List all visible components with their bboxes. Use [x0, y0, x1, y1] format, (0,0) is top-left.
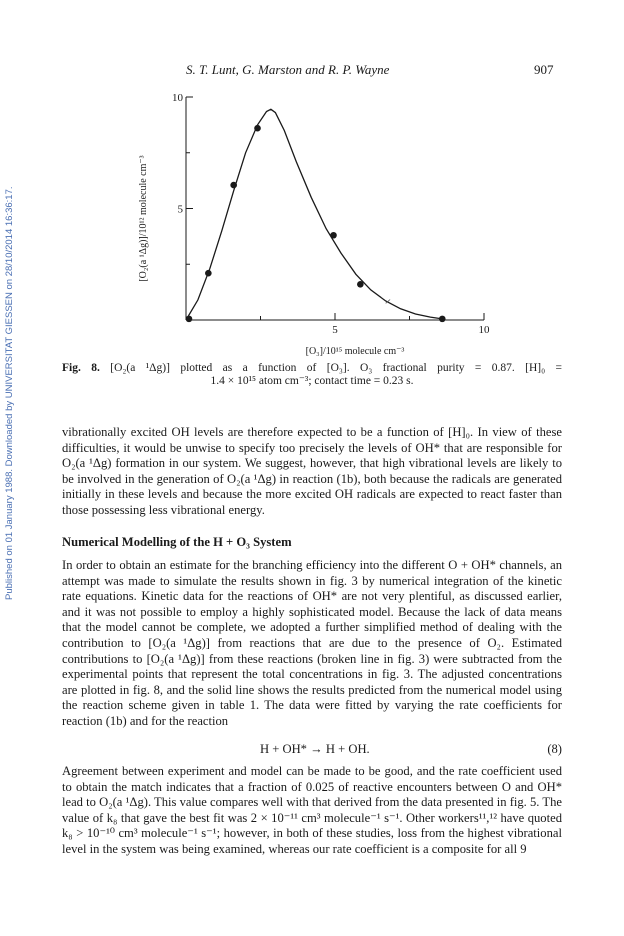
data-point — [330, 232, 337, 239]
equation-8 — [62, 742, 562, 758]
chart-ticks — [186, 97, 484, 320]
paragraph-agreement: Agreement between experiment and model can be made to be good, and the rate coefficient used to obtain the match indicates that a fraction of 0.025 of reactive encounters between O and OH* lead to O₂(a ¹Δg). This value compares well with that derived from the data presented in fig. 5. The value of k₈ that gave the best fit was 2 × 10⁻¹¹ cm³ molecule⁻¹ s⁻¹. Other workers¹¹,¹² have quoted k₈ > 10⁻¹⁰ cm³ molecule⁻¹ s⁻¹; however, in both of these studies, loss from the highest vibrational level in the system was being examined, whereas our rate coefficient is a composite for all 9 — [62, 764, 562, 856]
paragraph-vibrational-levels: vibrationally excited OH levels are therefore expected to be a function of [H]₀. In view of these difficulties, it would be unwise to specify too precisely the levels of OH* that are responsible for O₂(a ¹Δg) formation in our system. We suggest, however, that high vibrational levels are likely to be involved in the generation of O₂(a ¹Δg) in reaction (1b), both because the radicals are generated initially in these levels and because the more excited OH radicals are expected to react faster than those possessing less vibrational energy. — [62, 425, 562, 517]
download-watermark: Published on 01 January 1988. Downloaded by UNIVERSITAT GIESSEN on 28/10/2014 16:36:17. — [4, 186, 15, 600]
figure-label: Fig. 8. — [62, 362, 100, 374]
y-tick-label: 5 — [177, 203, 183, 216]
data-point — [205, 270, 212, 277]
caption-text-line2: 1.4 × 10¹⁵ atom cm⁻³; contact time = 0.23 s. — [210, 375, 414, 387]
equation-number: (8) — [547, 742, 562, 756]
chart-tick-labels — [172, 92, 490, 336]
data-point — [254, 125, 261, 132]
model-curve — [186, 109, 442, 320]
section-heading: Numerical Modelling of the H + O₃ System — [62, 535, 292, 549]
chart-axes — [186, 97, 484, 320]
data-point — [230, 182, 237, 189]
page-number: 907 — [534, 62, 554, 77]
data-point — [439, 316, 446, 323]
x-tick-label: 10 — [478, 324, 490, 336]
x-axis-label: [O₃]/10¹⁵ molecule cm⁻³ — [305, 346, 405, 357]
figure-8-chart — [120, 88, 500, 360]
paragraph-numerical-modelling: In order to obtain an estimate for the branching efficiency into the different O + OH* channels, an attempt was made to simulate the results shown in fig. 3 by numerical integration of the kinetic rate equations. Kinetic data for the reactions of OH* are not very plentiful, as discussed earlier, and it was not possible to employ a highly sophisticated model. Because the lack of data means that the model cannot be complete, we adopted a further simplified method of dealing with the contribution to [O₂(a ¹Δg)] from reactions that are due to the presence of O₂. Estimated contributions to [O₂(a ¹Δg)] from these reactions (broken line in fig. 3) were subtracted from the experimental points that represent the total concentrations in fig. 3. The adjusted concentrations are plotted in fig. 8, and the solid line shows the results predicted from the numerical model using the reaction scheme given in table 1. The data were fitted by varying the rate coefficients for reaction (1b) and for the reaction — [62, 558, 562, 728]
y-axis-label: [O₂(a ¹Δg)]/10¹² molecule cm⁻³ — [138, 155, 149, 282]
caption-text-line1: [O₂(a ¹Δg)] plotted as a function of [O₃]. O₃ fractional purity = 0.87. [H]₀ = — [110, 362, 563, 374]
y-tick-label: 10 — [172, 92, 183, 104]
data-point — [186, 316, 193, 323]
running-head-authors: S. T. Lunt, G. Marston and R. P. Wayne — [186, 62, 390, 77]
equation-text: H + OH* → H + OH. — [260, 742, 370, 756]
data-points — [186, 125, 446, 322]
figure-caption — [62, 362, 562, 388]
data-point — [357, 281, 364, 288]
x-tick-label: 5 — [332, 324, 338, 336]
